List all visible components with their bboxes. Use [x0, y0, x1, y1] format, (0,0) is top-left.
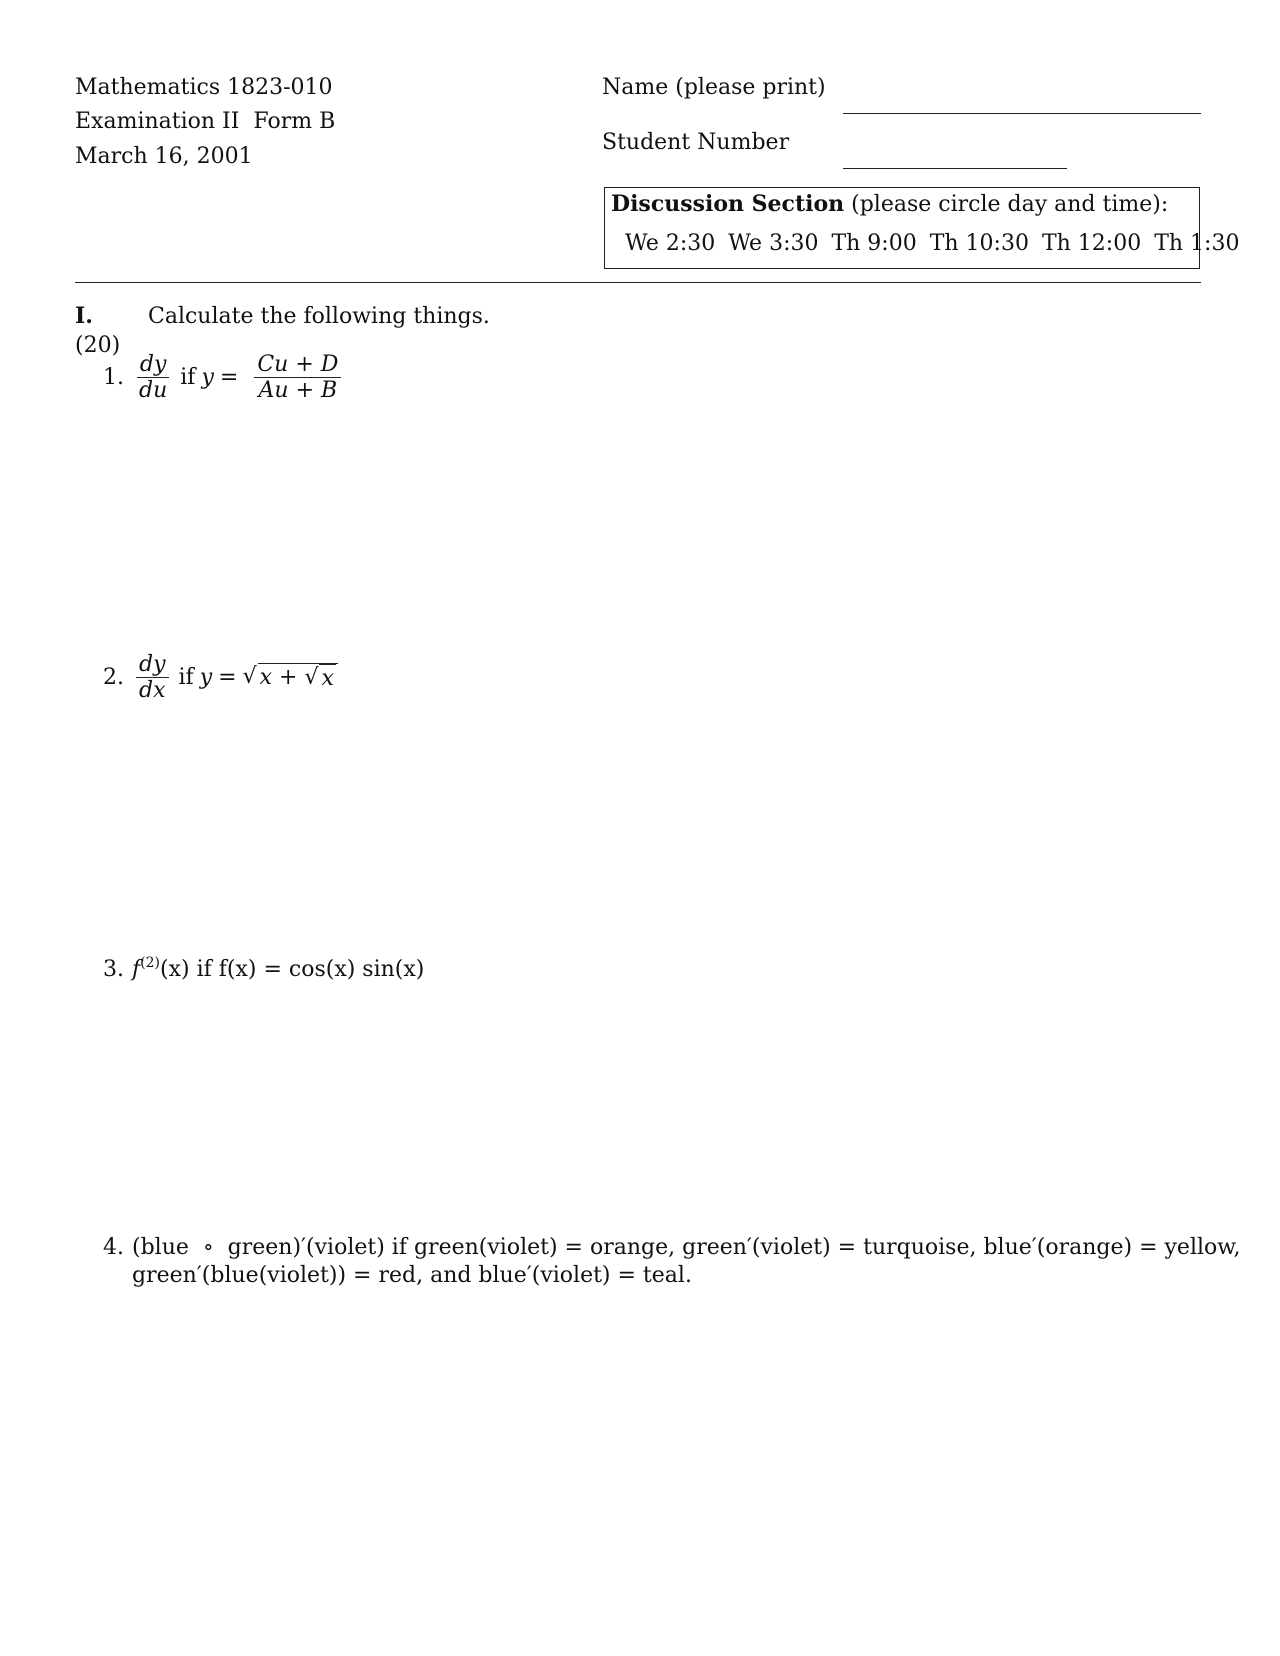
radical-icon: √ — [242, 664, 257, 690]
problem-1-function-numerator: Cu + D — [254, 352, 341, 378]
discussion-time-option[interactable]: Th 1:30 — [1154, 231, 1240, 256]
problem-1-function-denominator: Au + B — [258, 378, 338, 404]
name-field-line[interactable] — [843, 113, 1201, 114]
problem-3-rest: (x) if f(x) = cos(x) sin(x) — [160, 957, 425, 982]
problem-2-inner-root — [304, 664, 335, 693]
problem-2-if: if — [178, 665, 194, 691]
problem-1-derivative-denominator: du — [139, 378, 168, 404]
exam-title: Examination II Form B — [75, 109, 336, 134]
discussion-time-option[interactable]: Th 12:00 — [1041, 231, 1142, 256]
problem-2-outer-radicand — [258, 663, 338, 693]
discussion-time-option[interactable]: Th 10:30 — [929, 231, 1029, 256]
problem-2-derivative-numerator: dy — [136, 652, 169, 678]
discussion-section-label-bold: Discussion Section — [611, 191, 845, 217]
course-title: Mathematics 1823-010 — [75, 75, 333, 100]
section-points: (20) — [75, 333, 121, 358]
problem-4-line-1: (blue ∘ green)′(violet) if green(violet) = orange, green′(violet) = turquoise, blue′(orange) = yellow, — [132, 1235, 1241, 1260]
student-number-label: Student Number — [602, 130, 790, 155]
problem-1-function — [254, 352, 341, 404]
discussion-time-option[interactable]: We 3:30 — [728, 231, 819, 256]
problem-1-equals: = — [219, 365, 239, 391]
exam-date: March 16, 2001 — [75, 144, 253, 169]
problem-3-number: 3. — [103, 957, 124, 982]
discussion-section-box — [604, 187, 1240, 269]
radical-icon: √ — [304, 665, 319, 691]
student-number-field-line[interactable] — [843, 168, 1067, 169]
discussion-time-option[interactable]: Th 9:00 — [831, 231, 917, 256]
problem-3-function: f — [132, 957, 141, 982]
problem-2-derivative — [136, 652, 169, 704]
problem-1-number: 1. — [103, 365, 124, 391]
discussion-section-label-rest: (please circle day and time): — [844, 192, 1169, 217]
problem-2-equals: = — [218, 665, 237, 691]
problem-2-derivative-denominator: dx — [139, 678, 166, 704]
name-label: Name (please print) — [602, 75, 826, 100]
problem-3-order: (2) — [140, 955, 160, 971]
problem-2-radicand-text: x + — [259, 665, 305, 691]
header-divider — [75, 282, 1201, 283]
problem-2-variable: y — [199, 665, 213, 691]
problem-1-if: if — [180, 365, 196, 391]
problem-4-line-2: green′(blue(violet)) = red, and blue′(violet) = teal. — [132, 1263, 692, 1288]
section-number: I. — [75, 303, 93, 329]
problem-1-derivative — [136, 352, 170, 404]
problem-2-inner-radicand: x — [321, 666, 334, 692]
problem-1 — [103, 352, 345, 404]
discussion-section-label — [611, 191, 1168, 219]
problem-2-number: 2. — [103, 665, 124, 691]
problem-1-derivative-numerator: dy — [137, 352, 170, 378]
problem-2-outer-root — [243, 663, 338, 693]
problem-3 — [103, 955, 424, 984]
section-instruction: Calculate the following things. — [148, 304, 490, 329]
problem-4 — [103, 1234, 1240, 1262]
discussion-times — [625, 230, 1239, 258]
discussion-time-option[interactable]: We 2:30 — [625, 231, 716, 256]
problem-4-number: 4. — [103, 1235, 124, 1260]
problem-1-variable: y — [201, 365, 214, 391]
problem-2 — [103, 652, 338, 704]
